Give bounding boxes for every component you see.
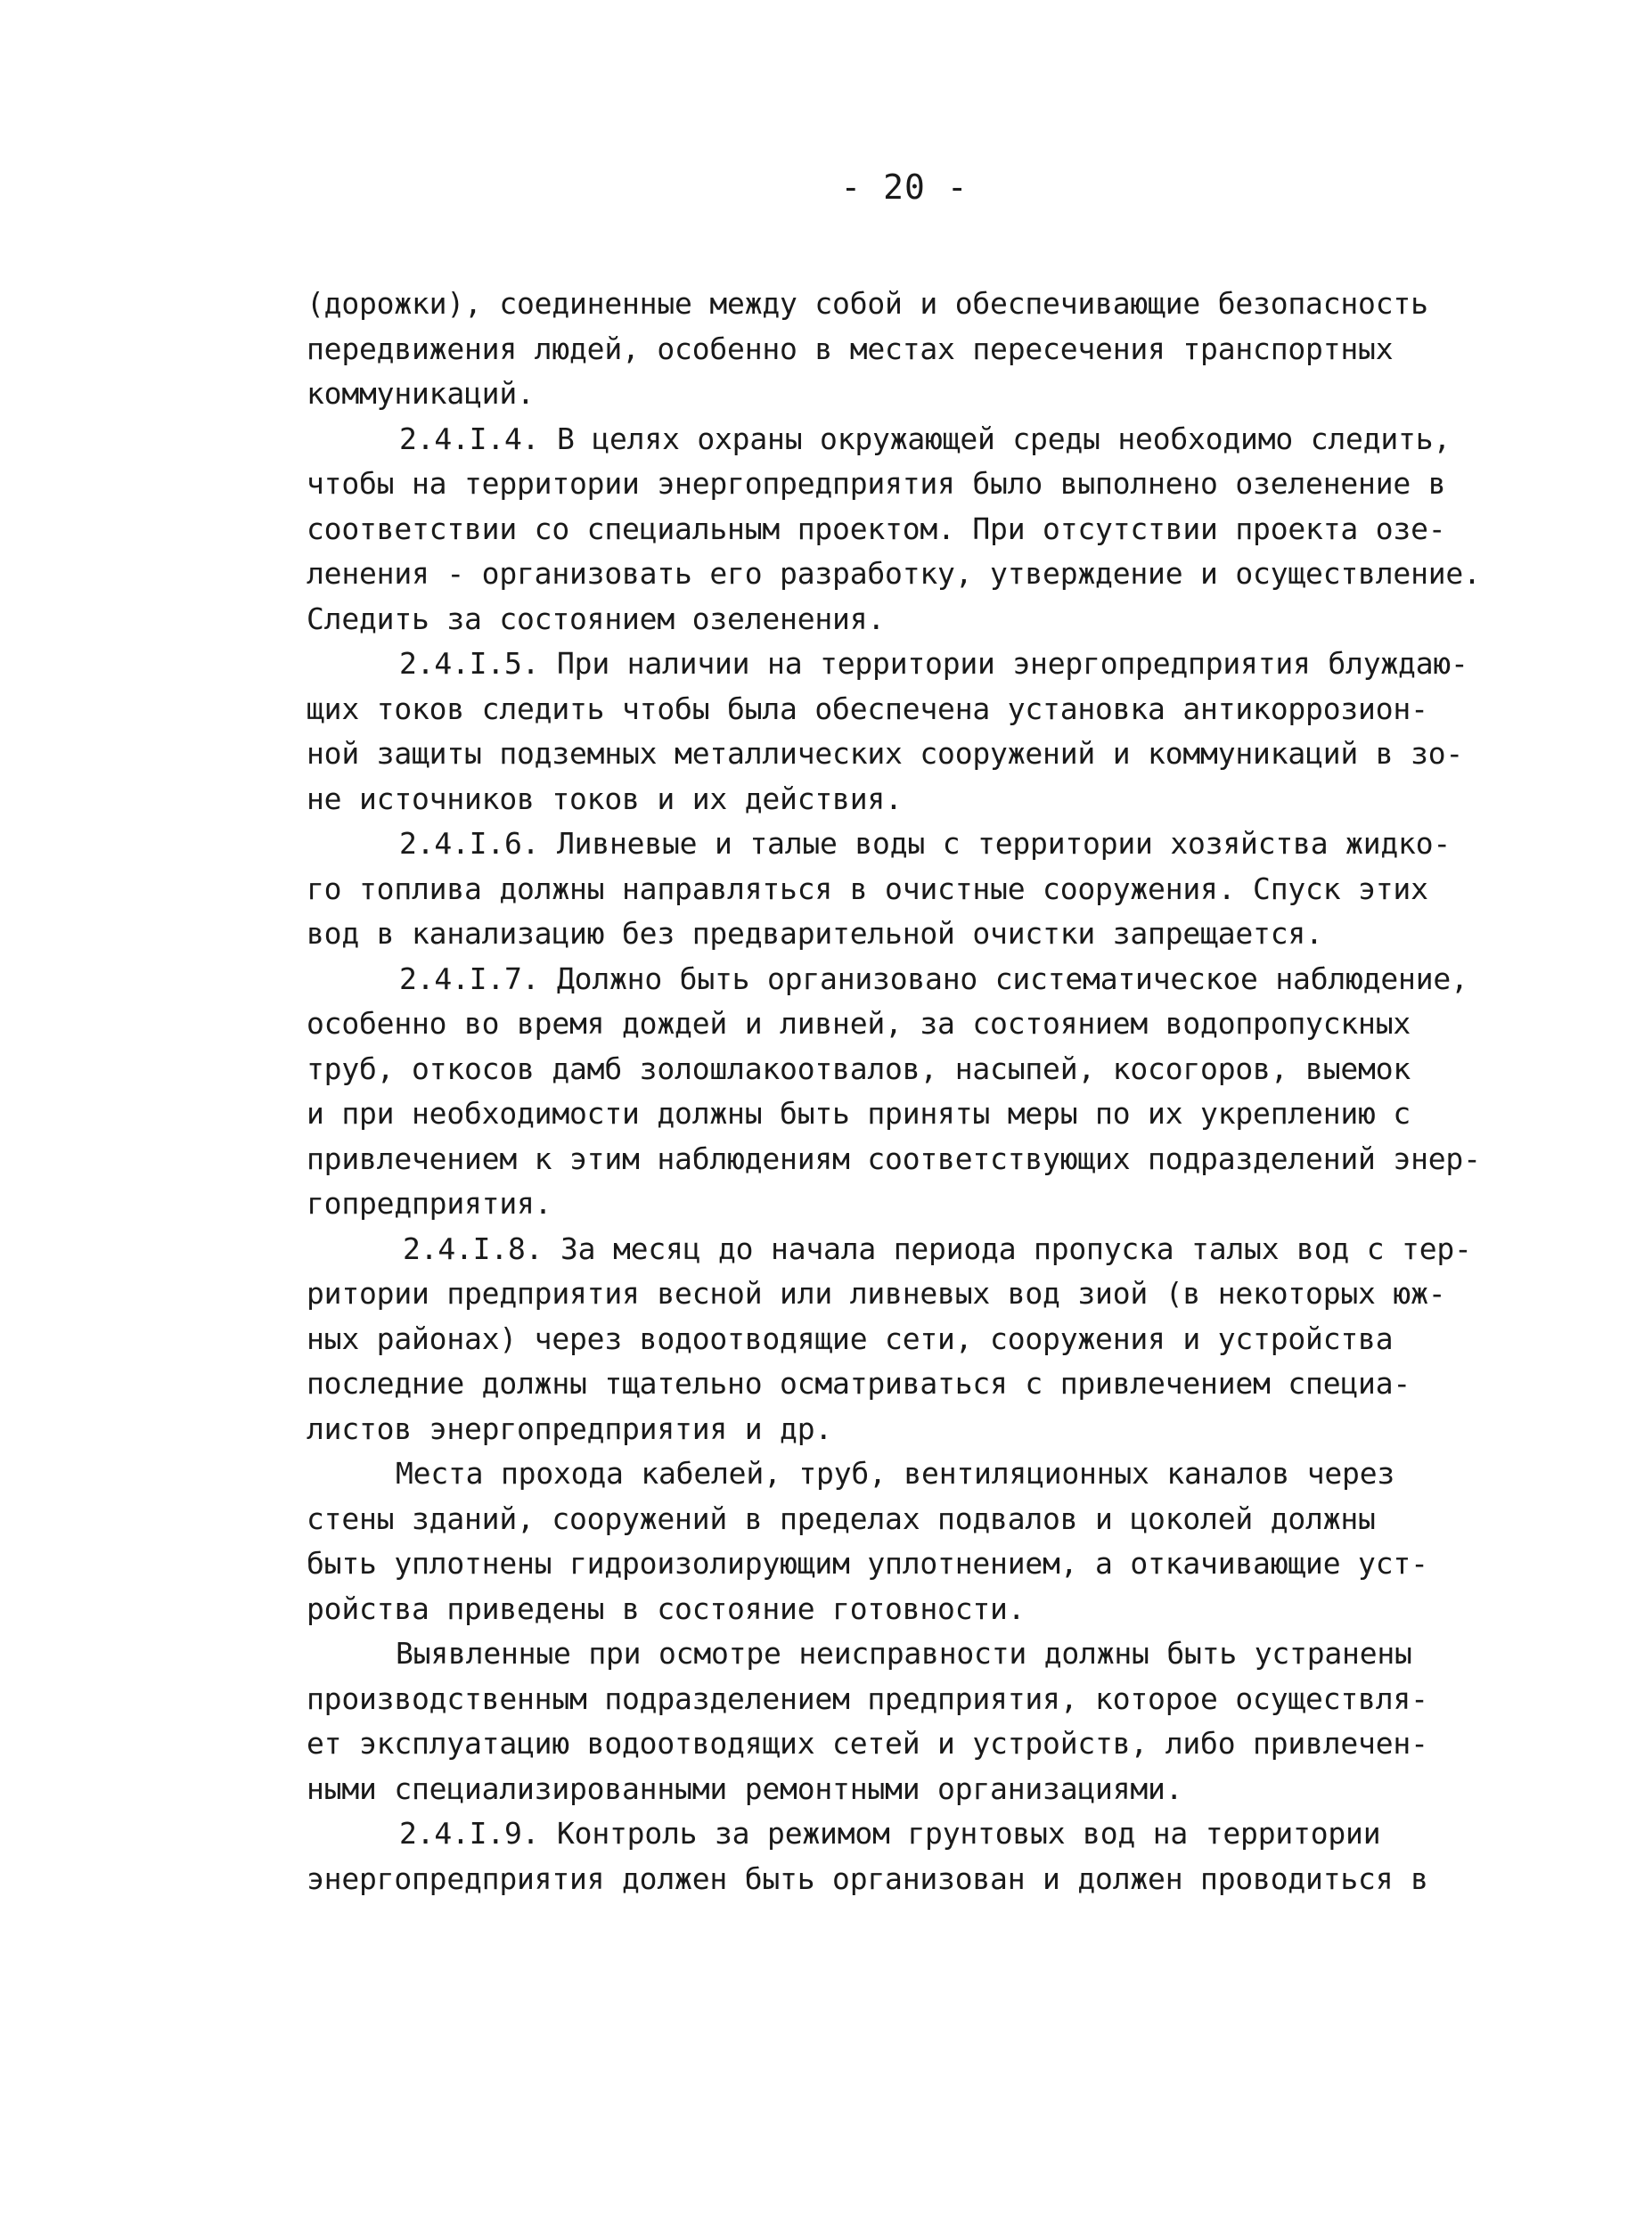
text-line: щих токов следить чтобы была обеспечена установка антикоррозион- [307,691,1428,726]
text-line: ных районах) через водоотводящие сети, сооружения и устройства [307,1320,1394,1356]
text-line: ной защиты подземных металлических сооружений и коммуникаций в зо- [307,736,1464,771]
text-line: 2.4.I.8. За месяц до начала периода пропуска талых вод с тер- [403,1231,1472,1266]
text-line: 2.4.I.4. В целях охраны окружающей среды необходимо следить, [399,421,1452,456]
text-line: (дорожки), соединенные между собой и обеспечивающие безопасность [307,286,1428,321]
text-line: ройства приведены в состояние готовности. [307,1590,1026,1626]
text-line: производственным подразделением предприятия, которое осуществля- [307,1680,1428,1716]
text-line: коммуникаций. [307,376,535,411]
text-line: Выявленные при осмотре неисправности должны быть устранены [396,1636,1412,1671]
page-number: - 20 - [840,168,969,207]
text-line: быть уплотнены гидроизолирующим уплотнением, а откачивающие уст- [307,1546,1428,1581]
text-line: гопредприятия. [307,1186,552,1221]
text-line: вод в канализацию без предварительной очистки запрещается. [307,916,1323,951]
text-line: чтобы на территории энергопредприятия было выполнено озеленение в [307,466,1446,501]
text-line: привлечением к этим наблюдениям соответствующих подразделений энер- [307,1141,1481,1176]
text-line: Места прохода кабелей, труб, вентиляционных каналов через [396,1456,1395,1491]
text-line: и при необходимости должны быть приняты меры по их укреплению с [307,1096,1411,1131]
text-line: передвижения людей, особенно в местах пересечения транспортных [307,331,1394,366]
text-line: Следить за состоянием озеленения. [307,601,886,636]
text-line: го топлива должны направляться в очистные сооружения. Спуск этих [307,871,1428,906]
text-line: листов энергопредприятия и др. [307,1410,833,1446]
text-line: 2.4.I.7. Должно быть организовано систематическое наблюдение, [399,961,1468,996]
text-line: 2.4.I.9. Контроль за режимом грунтовых вод на территории [399,1816,1381,1851]
text-line: ленения - организовать его разработку, утверждение и осуществление. [307,556,1481,591]
text-line: особенно во время дождей и ливней, за состоянием водопропускных [307,1006,1411,1041]
text-line: труб, откосов дамб золошлакоотвалов, насыпей, косогоров, выемок [307,1051,1411,1086]
text-line: ет эксплуатацию водоотводящих сетей и устройств, либо привлечен- [307,1726,1428,1761]
text-line: соответствии со специальным проектом. При отсутствии проекта озе- [307,511,1446,546]
body-text [307,282,1536,1901]
text-line: не источников токов и их действия. [307,781,903,816]
text-line: последние должны тщательно осматриваться с привлечением специа- [307,1366,1411,1401]
text-line: ритории предприятия весной или ливневых вод зиой (в некоторых юж- [307,1276,1446,1311]
text-line: 2.4.I.5. При наличии на территории энергопредприятия блуждаю- [399,646,1468,681]
text-line: энергопредприятия должен быть организован и должен проводиться в [307,1860,1428,1896]
text-line: 2.4.I.6. Ливневые и талые воды с территории хозяйства жидко- [399,826,1452,861]
text-line: стены зданий, сооружений в пределах подвалов и цоколей должны [307,1500,1376,1536]
text-line: ными специализированными ремонтными организациями. [307,1770,1183,1806]
